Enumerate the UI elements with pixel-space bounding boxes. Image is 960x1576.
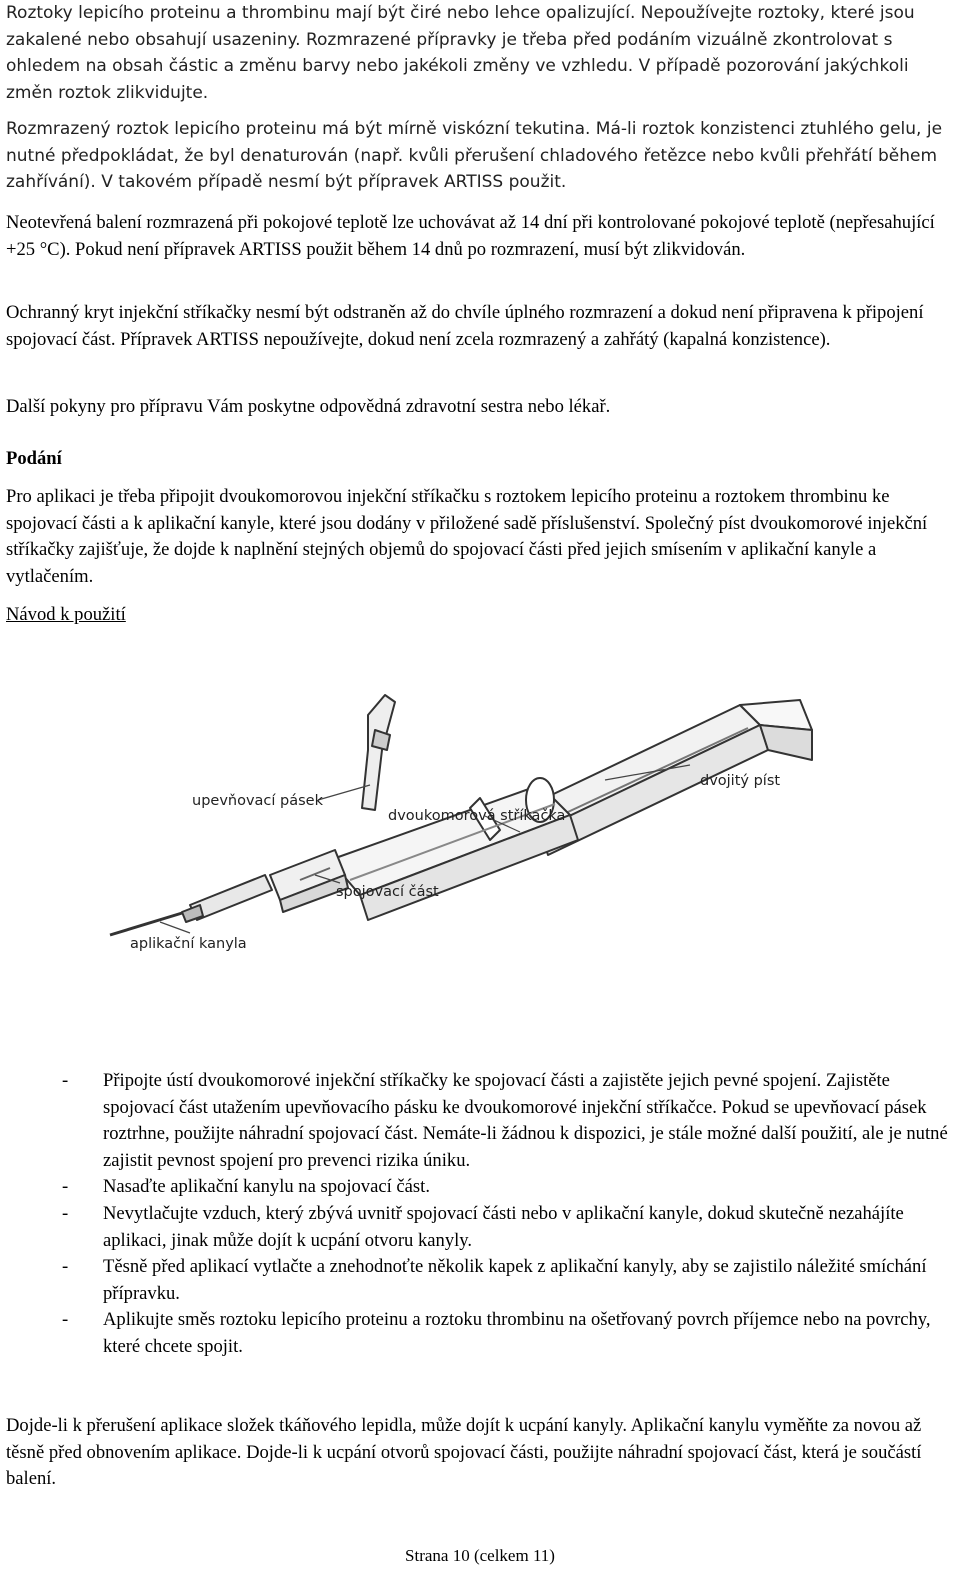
label-dual-syringe: dvoukomorová stříkačka [388,808,566,824]
intro-paragraph: Roztoky lepicího proteinu a thrombinu mají být čiré nebo lehce opalizující. Nepoužívejte roztoky, které jsou zakalené nebo obsahují usazeniny. Rozmrazené přípravky je třeba před podáním vizuálně zkontrolovat s ohledem na obsah částic a změnu barvy nebo jakékoli změny ve vzhledu. V případě pozorování jakýchkoli změn roztok zlikvidujte. [6,3,915,103]
cannula-illustration [110,875,272,935]
list-dash: - [62,1202,69,1224]
cap-paragraph: Ochranný kryt injekční stříkačky nesmí být odstraněn až do chvíle úplného rozmrazení a dokud není připravena k připojení spojovací část. Přípravek ARTISS nepoužívejte, dokud není zcela rozmrazený a zahřátý (kapalná konzistence). [6,302,924,350]
device-diagram [100,690,860,980]
label-fixing-strap: upevňovací pásek [192,793,323,809]
list-item [0,1174,948,1201]
list-item-text: Připojte ústí dvoukomorové injekční stříkačky ke spojovací části a zajistěte jejich pevné spojení. Zajistěte spojovací část utažením upevňovacího pásku ke dvoukomorové injekční stříkačce. Pokud se upevňovací pásek roztrhne, použijte náhradní spojovací část. Nemáte-li žádnou k dispozici, je stále možné další použití, ale je nutné zajistit pevnost spojení pro prevenci rizika úniku. [103,1070,948,1171]
list-dash: - [62,1309,69,1331]
label-connector: spojovací část [336,884,439,900]
fixing-strap-illustration [362,695,395,810]
list-item-text: Nevytlačujte vzduch, který zbývá uvnitř spojovací části nebo v aplikační kanyle, dokud skutečně nezahájíte aplikaci, jinak může dojít k ucpání otvoru kanyly. [103,1202,904,1251]
label-cannula: aplikační kanyla [130,936,247,952]
list-item [0,1201,948,1254]
list-item [0,1307,948,1360]
list-item-text: Těsně před aplikací vytlačte a znehodnoťte několik kapek z aplikační kanyly, aby se zajistilo náležité smíchání přípravku. [103,1256,927,1304]
list-item [0,1068,948,1174]
usage-heading: Návod k použití [6,604,126,625]
list-item-text: Nasaďte aplikační kanylu na spojovací část. [103,1176,430,1198]
storage-paragraph: Neotevřená balení rozmrazená při pokojové teplotě lze uchovávat až 14 dní při kontrolované pokojové teplotě (nepřesahující +25 °C). Pokud není přípravek ARTISS použit během 14 dnů po rozmrazení, musí být zlikvidován. [6,212,935,260]
steps-list [0,1068,960,1361]
list-dash: - [62,1176,69,1198]
label-double-plunger: dvojitý píst [700,773,781,789]
page-footer: Strana 10 (celkem 11) [405,1546,555,1565]
connector-illustration [270,850,348,912]
list-item-text: Aplikujte směs roztoku lepicího proteinu a roztoku thrombinu na ošetřovaný povrch příjemce nebo na povrchy, které chcete spojit. [103,1309,931,1357]
administration-heading: Podání [6,448,62,469]
closing-paragraph: Dojde-li k přerušení aplikace složek tkáňového lepidla, může dojít k ucpání kanyly. Aplikační kanylu vyměňte za novou až těsně před obnovením aplikace. Dojde-li k ucpání otvorů spojovací části, použijte náhradní spojovací část, která je součástí balení. [6,1415,922,1489]
list-dash: - [62,1070,69,1091]
instructions-paragraph: Další pokyny pro přípravu Vám poskytne odpovědná zdravotní sestra nebo lékař. [6,396,611,417]
administration-paragraph: Pro aplikaci je třeba připojit dvoukomorovou injekční stříkačku s roztokem lepicího proteinu a roztokem thrombinu ke spojovací části a k aplikační kanyle, které jsou dodány v přiložené sadě příslušenství. Společný píst dvoukomorové injekční stříkačky zajišťuje, že dojde k naplnění stejných objemů do spojovací části před jejich smísením v aplikační kanyle a vytlačením. [6,486,928,587]
list-dash: - [62,1256,69,1278]
viscous-paragraph: Rozmrazený roztok lepicího proteinu má být mírně viskózní tekutina. Má-li roztok konzistenci ztuhlého gelu, je nutné předpokládat, že byl denaturován (např. kvůli přerušení chladového řetězce nebo kvůli přehřátí během zahřívání). V takovém případě nesmí být přípravek ARTISS použit. [6,119,943,192]
list-item [0,1254,948,1307]
